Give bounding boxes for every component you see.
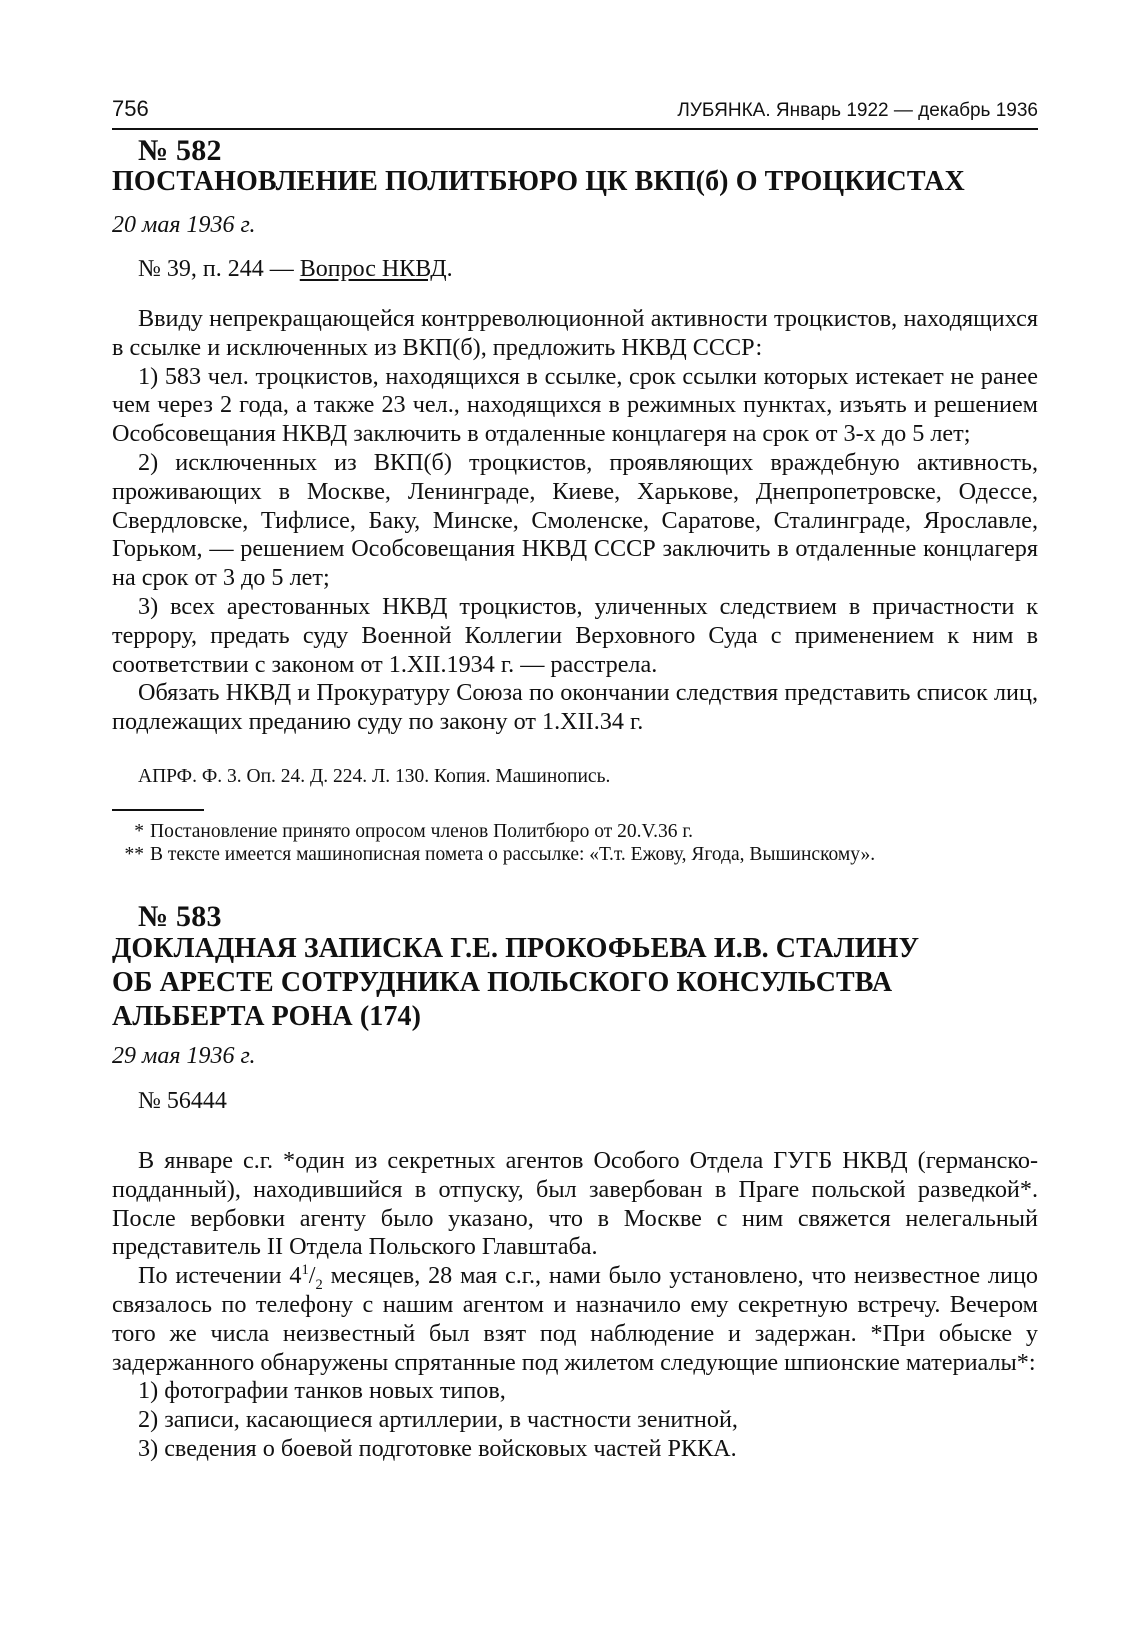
document-body (112, 305, 1038, 737)
fraction-denominator: 2 (315, 1277, 323, 1294)
paragraph-text: месяцев, 28 мая с.г., нами было установлено, что неизвестное лицо связалось по телефону с нашим агентом и назначило ему секретную встречу. Вечером того же числа неизвестный был взят под наблюдение и задержан. *При обыске у задержанного обнаружены спрятанные под жилетом следующие шпионские материалы*: (112, 1262, 1038, 1376)
meta-suffix: . (446, 256, 453, 282)
document-body (112, 1147, 1038, 1464)
meta-subject: Вопрос НКВД (299, 256, 447, 282)
document-meta: № 56444 (138, 1088, 227, 1114)
footnote-mark: * (134, 821, 144, 842)
running-head (112, 96, 1038, 122)
archive-source: АПРФ. Ф. 3. Оп. 24. Д. 224. Л. 130. Копия. Машинопись. (138, 766, 611, 787)
header-rule (112, 128, 1038, 130)
meta-prefix: № 39, п. 244 — (138, 256, 300, 282)
footnote-text: В тексте имеется машинописная помета о рассылке: «Т.т. Ежову, Ягода, Вышинскому». (150, 844, 876, 865)
paragraph: Обязать НКВД и Прокуратуру Союза по окончании следствия представить список лиц, подлежащих преданию суду по закону от 1.XII.34 г. (112, 679, 1038, 736)
footnote-mark: ** (124, 844, 144, 865)
document-title-line: ПОСТАНОВЛЕНИЕ ПОЛИТБЮРО ЦК ВКП(б) О ТРОЦКИСТАХ (112, 166, 965, 197)
document-title-line: ДОКЛАДНАЯ ЗАПИСКА Г.Е. ПРОКОФЬЕВА И.В. СТАЛИНУ (112, 933, 920, 964)
footnotes (112, 820, 1038, 866)
footnote (112, 843, 1038, 866)
paragraph: Ввиду непрекращающейся контрреволюционной активности троцкистов, находящихся в ссылке и исключенных из ВКП(б), предложить НКВД СССР: (112, 305, 1038, 361)
paragraph: В январе с.г. *один из секретных агентов Особого Отдела ГУГБ НКВД (германско-подданный), находившийся в отпуску, был завербован в Праге польской разведкой*. После вербовки агенту было указано, что в Москве с ним свяжется нелегальный представитель II Отдела Польского Главштаба. (112, 1147, 1038, 1261)
document-title (112, 932, 919, 1034)
document-number: № 582 (138, 134, 222, 167)
footnote-text: Постановление принято опросом членов Политбюро от 20.V.36 г. (150, 821, 693, 842)
list-item: 1) фотографии танков новых типов, (138, 1377, 506, 1405)
fraction-numerator: 1 (301, 1262, 309, 1279)
page-number: 756 (112, 96, 149, 121)
paragraph: 1) 583 чел. троцкистов, находящихся в ссылке, срок ссылки которых истекает не ранее чем через 2 года, а также 23 чел., находящихся в режимных пунктах, изъять и решением Особсовещания НКВД заключить в отдаленные концлагеря на срок от 3-х до 5 лет; (112, 362, 1038, 448)
footnote-rule (112, 809, 204, 811)
document-meta (138, 256, 453, 283)
document-number: № 583 (138, 900, 222, 933)
paragraph: 3) всех арестованных НКВД троцкистов, уличенных следствием в причастности к террору, предать суду Военной Коллегии Верховного Суда с применением к ним в соответствии с законом от 1.XII.1934 г. — расстрела. (112, 592, 1038, 678)
list-item: 2) записи, касающиеся артиллерии, в частности зенитной, (138, 1406, 738, 1434)
paragraph: 2) исключенных из ВКП(б) троцкистов, проявляющих враждебную активность, проживающих в Москве, Ленинграде, Киеве, Харькове, Днепропетровске, Одессе, Свердловске, Тифлисе, Баку, Минске, Смоленске, Саратове, Сталинграде, Ярославле, Горьком, — решением Особсовещания НКВД СССР заключить в отдаленные концлагеря на срок от 3 до 5 лет; (112, 448, 1038, 592)
document-title-line: АЛЬБЕРТА РОНА (174) (112, 1001, 421, 1032)
document-title (112, 165, 965, 199)
footnote (112, 820, 1038, 843)
document-date: 20 мая 1936 г. (112, 212, 256, 238)
list-item: 3) сведения о боевой подготовке войсковых частей РККА. (138, 1434, 737, 1462)
document-title-line: ОБ АРЕСТЕ СОТРУДНИКА ПОЛЬСКОГО КОНСУЛЬСТВА (112, 967, 893, 998)
document-date: 29 мая 1936 г. (112, 1043, 256, 1069)
running-head-title: ЛУБЯНКА. Январь 1922 — декабрь 1936 (677, 100, 1038, 121)
paragraph-text: По истечении 4 (138, 1262, 302, 1290)
paragraph: По истечении $4^1/_2$ месяцев, 28 мая с.г., нами было установлено, что неизвестное лицо связалось по телефону с нашим агентом и назначило ему секретную встречу. Вечером того же числа неизвестный был взят под наблюдение и задержан. *При обыске у задержанного обнаружены спрятанные под жилетом следующие шпионские материалы*: (112, 1262, 1038, 1376)
